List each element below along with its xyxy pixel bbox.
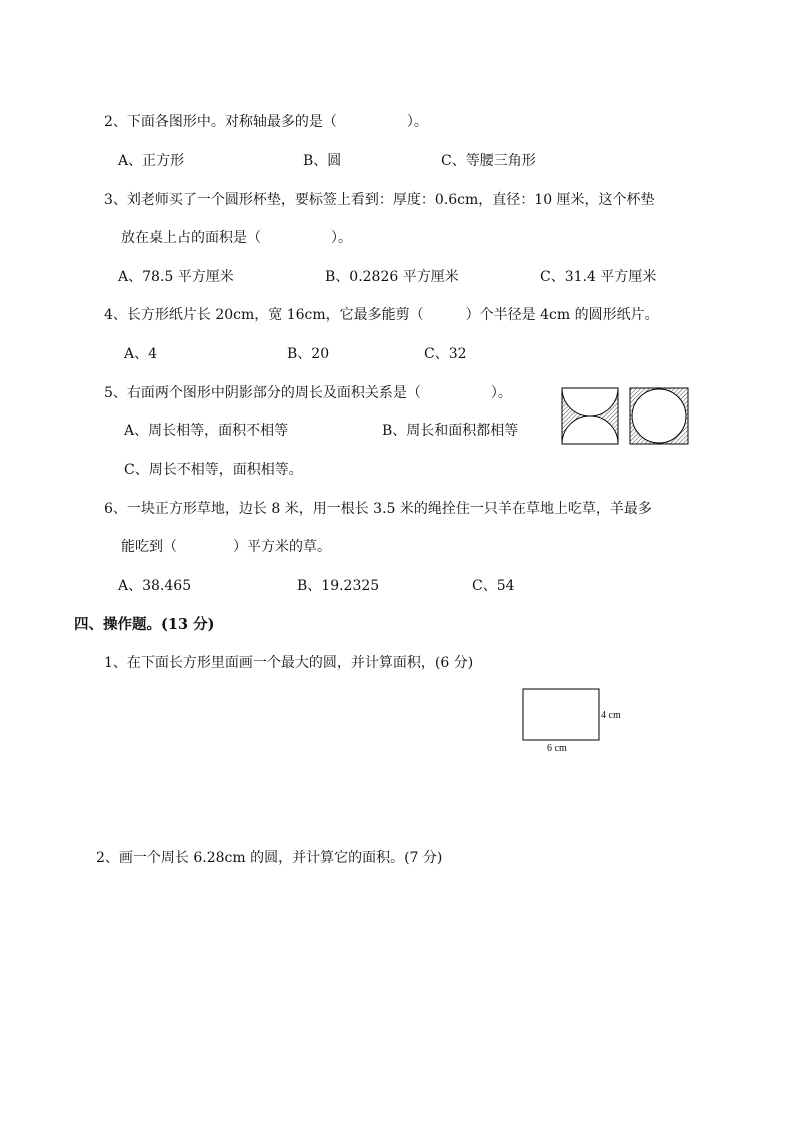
shaded-inscribed-circle-figure — [629, 387, 693, 447]
question-3-line-2: 放在桌上占的面积是（ ）。 — [121, 230, 352, 246]
question-4-text: 4、长方形纸片长 20cm，宽 16cm，它最多能剪（ ）个半径是 4cm 的圆形纸片。 — [104, 307, 659, 323]
question-2-option-b: B、圆 — [303, 153, 342, 169]
question-5-option-a: A、周长相等，面积不相等 — [124, 423, 289, 439]
question-6-option-c: C、54 — [472, 578, 515, 594]
question-3-line-1: 3、刘老师买了一个圆形杯垫，要标签上看到：厚度：0.6cm，直径：10 厘米，这个杯垫 — [104, 192, 655, 208]
question-5-text: 5、右面两个图形中阴影部分的周长及面积关系是（ ）。 — [104, 385, 512, 401]
question-2-text: 2、下面各图形中。对称轴最多的是（ ）。 — [104, 114, 428, 130]
section-4-question-2: 2、画一个周长 6.28cm 的圆，并计算它的面积。(7 分) — [96, 850, 443, 866]
rectangle-figure — [522, 688, 602, 742]
section-4-heading: 四、操作题。(13 分) — [74, 616, 215, 633]
rectangle-height-label: 4 cm — [601, 710, 621, 721]
question-5-option-b: B、周长和面积都相等 — [382, 423, 519, 439]
question-2-option-a: A、正方形 — [118, 153, 185, 169]
question-6-option-b: B、19.2325 — [297, 578, 380, 594]
question-6-line-2: 能吃到（ ）平方米的草。 — [121, 539, 331, 555]
shaded-semicircles-figure — [561, 387, 621, 447]
question-5-option-c: C、周长不相等，面积相等。 — [124, 462, 303, 478]
question-4-option-a: A、4 — [124, 346, 158, 362]
question-6-line-1: 6、一块正方形草地，边长 8 米，用一根长 3.5 米的绳拴住一只羊在草地上吃草，羊最多 — [104, 501, 652, 517]
rectangle-width-label: 6 cm — [547, 743, 567, 754]
question-4-option-c: C、32 — [424, 346, 467, 362]
question-3-option-c: C、31.4 平方厘米 — [540, 269, 657, 285]
question-2-option-c: C、等腰三角形 — [441, 153, 536, 169]
section-4-question-1: 1、在下面长方形里面画一个最大的圆，并计算面积，(6 分) — [104, 655, 474, 671]
question-3-option-b: B、0.2826 平方厘米 — [325, 269, 459, 285]
question-4-option-b: B、20 — [287, 346, 330, 362]
question-6-option-a: A、38.465 — [118, 578, 192, 594]
question-3-option-a: A、78.5 平方厘米 — [118, 269, 234, 285]
